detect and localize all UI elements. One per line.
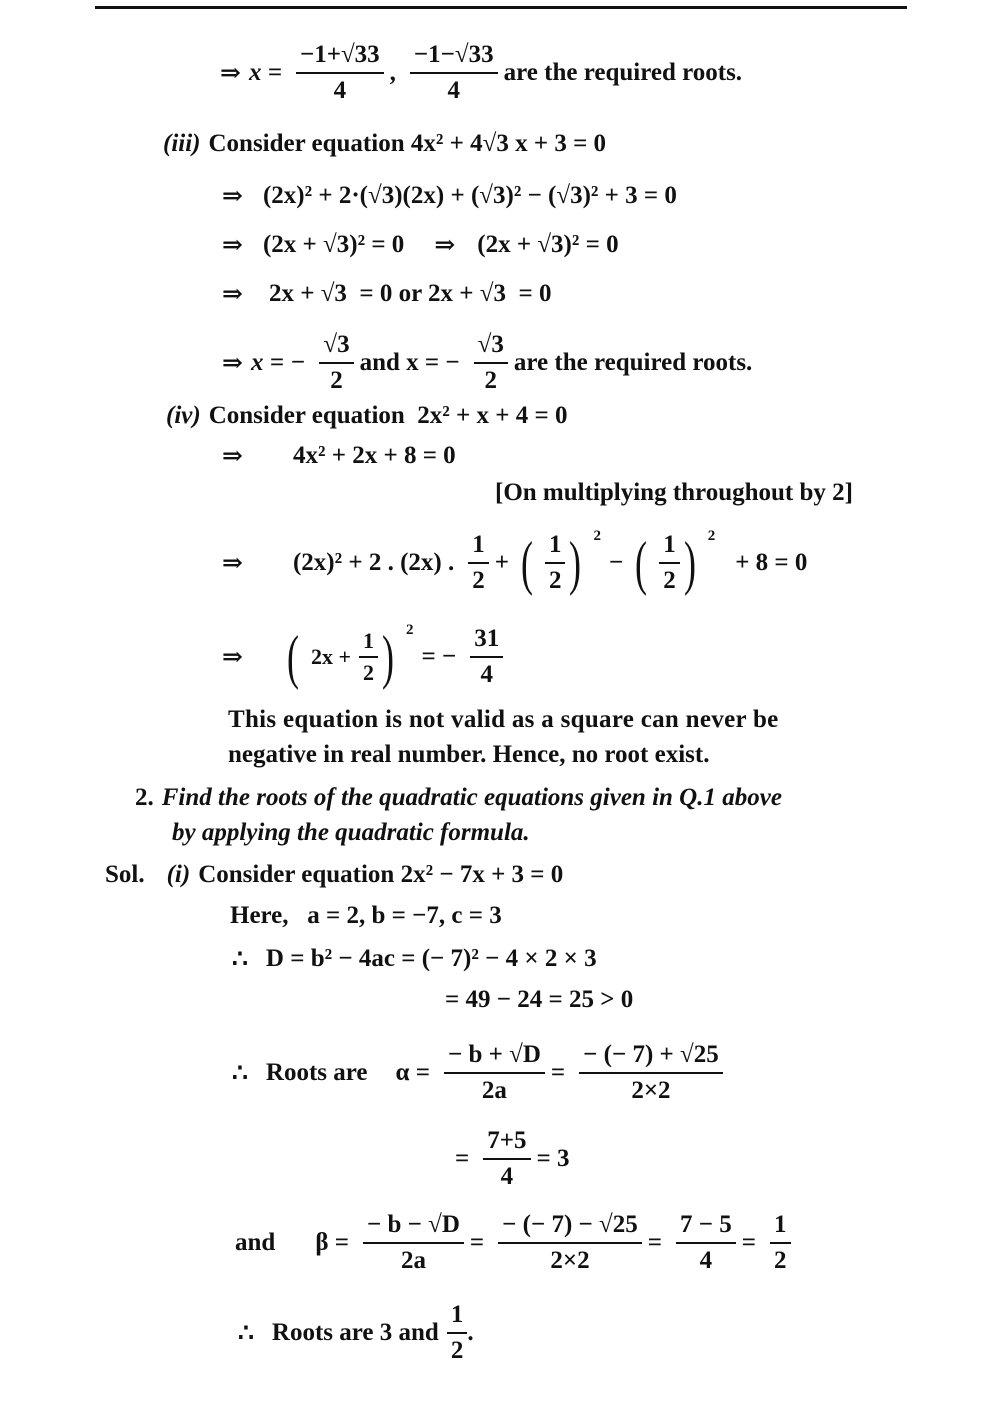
numerator: 7+5 xyxy=(483,1124,530,1160)
fraction xyxy=(659,528,680,598)
period: . xyxy=(467,1318,474,1346)
text: Consider equation 4x² + 4√3 x + 3 = 0 xyxy=(208,130,607,157)
step xyxy=(222,441,464,471)
numerator: − b + √D xyxy=(444,1038,545,1074)
roots-line-iii xyxy=(222,328,760,398)
expr: + 8 = 0 xyxy=(735,548,808,576)
numerator: √3 xyxy=(474,328,508,364)
fraction xyxy=(770,1208,791,1278)
fraction xyxy=(498,1208,642,1278)
side-note xyxy=(495,479,861,507)
expr: = 49 − 24 = 25 > 0 xyxy=(445,986,634,1013)
denominator: 2 xyxy=(472,566,485,594)
fraction xyxy=(676,1208,736,1278)
expr: (2x + √3)² = 0 xyxy=(477,231,619,258)
paren: ) xyxy=(381,623,394,690)
denominator: 2a xyxy=(400,1246,426,1274)
exponent: 2 xyxy=(405,622,414,638)
numerator: 1 xyxy=(447,1298,468,1334)
denominator: 2 xyxy=(450,1336,464,1364)
implies-symbol: ⇒ xyxy=(434,232,456,259)
fraction xyxy=(319,328,353,398)
denominator: 4 xyxy=(480,660,493,688)
expr: D = b² − 4ac = (− 7)² − 4 × 2 × 3 xyxy=(265,945,597,972)
denominator: 2 xyxy=(330,366,343,394)
text: are the required roots. xyxy=(503,58,743,86)
step xyxy=(232,944,605,974)
denominator: 4 xyxy=(699,1246,713,1274)
paren: ( xyxy=(520,529,533,596)
numerator: − (− 7) − √25 xyxy=(498,1208,642,1244)
numerator: −1+√33 xyxy=(296,38,384,74)
expr: β = xyxy=(315,1228,349,1256)
exponent: 2 xyxy=(593,528,601,544)
part-label: (iii) xyxy=(163,130,201,157)
expr: = xyxy=(469,1228,485,1256)
numerator: 1 xyxy=(545,528,566,564)
text: Roots are xyxy=(265,1058,368,1086)
text: negative in real number. Hence, no root exist. xyxy=(228,741,710,768)
text: Here, a = 2, b = −7, c = 3 xyxy=(230,902,502,929)
expr: α = xyxy=(395,1058,430,1086)
denominator: 2×2 xyxy=(631,1076,671,1104)
implies-symbol: ⇒ xyxy=(222,643,243,671)
step xyxy=(222,181,685,211)
numerator: −1−√33 xyxy=(410,38,498,74)
expr: x = xyxy=(248,58,282,86)
step xyxy=(222,230,627,260)
denominator: 2 xyxy=(774,1246,787,1274)
expr: (2x)² + 2 . (2x) . xyxy=(292,548,455,576)
question-2-cont xyxy=(172,819,538,847)
expr: = xyxy=(455,1144,470,1172)
denominator: 2×2 xyxy=(550,1246,590,1274)
fraction xyxy=(410,38,498,108)
denominator: 2a xyxy=(481,1076,507,1104)
part-iii-heading xyxy=(163,130,614,158)
sol-label: Sol. xyxy=(105,861,145,888)
numerator: 31 xyxy=(470,622,503,658)
implies-symbol: ⇒ xyxy=(222,549,243,577)
denominator: 2 xyxy=(362,659,374,685)
denominator: 4 xyxy=(447,76,461,104)
fraction xyxy=(483,1124,530,1194)
part-iv-heading xyxy=(166,402,576,430)
question-text: by applying the quadratic formula. xyxy=(172,819,530,846)
implies-symbol: ⇒ xyxy=(222,232,243,259)
question-text: Find the roots of the quadratic equations given in Q.1 above xyxy=(161,784,782,811)
implies-symbol: ⇒ xyxy=(222,281,243,308)
text: Consider equation 2x² − 7x + 3 = 0 xyxy=(198,861,564,888)
paragraph-line xyxy=(228,741,717,769)
implies-symbol: ⇒ xyxy=(222,349,243,377)
therefore-symbol: ∴ xyxy=(232,946,248,973)
fraction xyxy=(579,1038,723,1108)
expr: = 3 xyxy=(536,1144,570,1172)
text: and xyxy=(235,1228,276,1256)
question-number: 2. xyxy=(135,784,154,811)
solution-heading xyxy=(105,861,571,889)
fraction xyxy=(444,1038,545,1108)
numerator: − (− 7) + √25 xyxy=(579,1038,723,1074)
implies-symbol: ⇒ xyxy=(222,443,243,470)
expr: = xyxy=(647,1228,663,1256)
alpha-line xyxy=(232,1038,729,1108)
expr: 2x + √3 = 0 or 2x + √3 = 0 xyxy=(268,280,552,307)
therefore-symbol: ∴ xyxy=(238,1319,254,1347)
paren: ) xyxy=(569,529,582,596)
denominator: 2 xyxy=(548,566,562,594)
paren: ) xyxy=(683,529,696,596)
fraction xyxy=(470,622,503,692)
part-label: (iv) xyxy=(166,402,201,429)
expr: (2x)² + 2·(√3)(2x) + (√3)² − (√3)² + 3 = 0 xyxy=(262,182,677,209)
numerator: 1 xyxy=(659,528,680,564)
paragraph-line xyxy=(228,706,787,734)
comma: , xyxy=(389,58,396,86)
step xyxy=(222,622,509,692)
text: This equation is not valid as a square can never be xyxy=(228,706,779,733)
numerator: 1 xyxy=(468,528,489,564)
step xyxy=(222,528,815,598)
expr: 2x + xyxy=(310,643,351,669)
fraction xyxy=(474,328,508,398)
expr: 4x² + 2x + 8 = 0 xyxy=(292,442,456,469)
expr: and x = − xyxy=(359,348,460,376)
expr: (2x + √3)² = 0 xyxy=(262,231,405,258)
part-label: (i) xyxy=(166,861,191,888)
step xyxy=(445,986,641,1014)
paren: ( xyxy=(635,529,648,596)
text: Roots are 3 and xyxy=(271,1318,439,1346)
denominator: 2 xyxy=(663,566,676,594)
fraction xyxy=(468,528,489,598)
denominator: 4 xyxy=(333,76,347,104)
step xyxy=(455,1124,578,1194)
denominator: 2 xyxy=(484,366,498,394)
expr: = xyxy=(741,1228,757,1256)
fraction xyxy=(359,626,378,687)
therefore-symbol: ∴ xyxy=(232,1059,248,1087)
numerator: 1 xyxy=(359,626,378,658)
numerator: − b − √D xyxy=(363,1208,464,1244)
step xyxy=(230,902,510,930)
paren: ( xyxy=(286,623,299,690)
header-rule xyxy=(95,6,907,9)
expr: + xyxy=(494,548,509,576)
expr: x = − xyxy=(250,348,306,376)
fraction xyxy=(447,1298,468,1368)
text: Consider equation 2x² + x + 4 = 0 xyxy=(208,402,568,429)
step xyxy=(222,279,560,309)
numerator: √3 xyxy=(319,328,353,364)
denominator: 4 xyxy=(500,1162,514,1190)
expr: = − xyxy=(421,642,457,670)
fraction xyxy=(363,1208,464,1278)
fraction xyxy=(296,38,384,108)
implies-symbol: ⇒ xyxy=(222,183,243,210)
numerator: 1 xyxy=(770,1208,791,1244)
text: are the required roots. xyxy=(513,348,753,376)
beta-line xyxy=(235,1208,797,1278)
exponent: 2 xyxy=(707,528,716,544)
expr: − xyxy=(608,548,624,576)
expr: = xyxy=(550,1058,566,1086)
conclusion xyxy=(238,1298,482,1368)
text: [On multiplying throughout by 2] xyxy=(495,479,853,506)
implies-symbol: ⇒ xyxy=(220,59,241,87)
fraction xyxy=(545,528,566,598)
question-2 xyxy=(135,784,790,812)
roots-line-ii xyxy=(220,38,750,108)
numerator: 7 − 5 xyxy=(676,1208,736,1244)
